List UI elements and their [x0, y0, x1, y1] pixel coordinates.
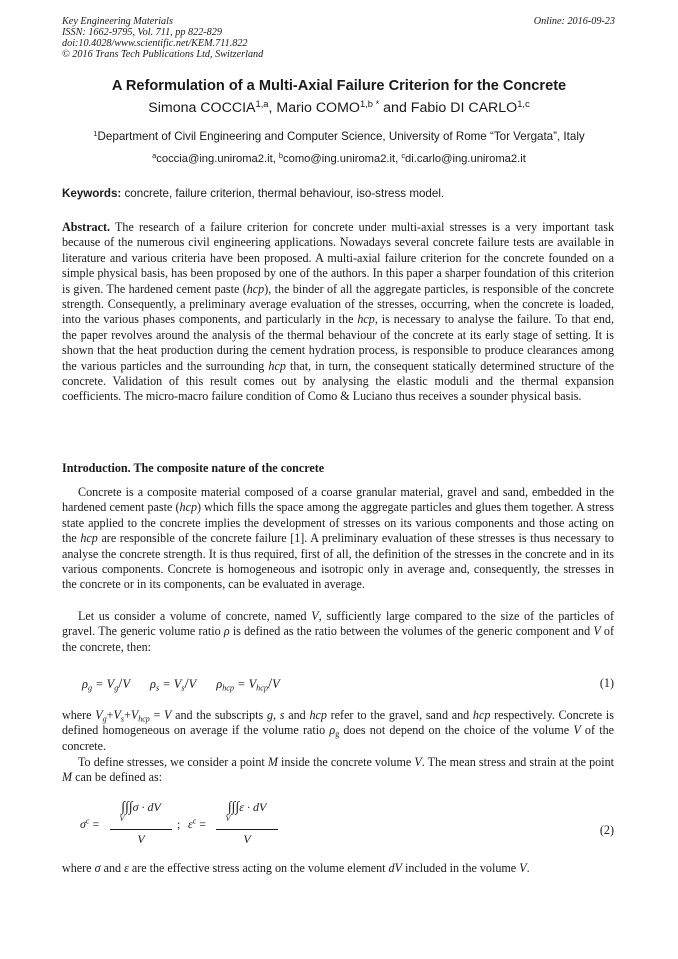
- eq-sup: c: [192, 816, 197, 826]
- text: inside the concrete volume: [277, 755, 415, 769]
- author-1: Simona COCCIA: [148, 100, 256, 116]
- email-a-sup: a: [152, 150, 157, 160]
- paragraph-2: [62, 609, 614, 655]
- text: are the effective stress acting on the volume element: [128, 861, 389, 875]
- eq-sym: V: [173, 677, 182, 691]
- abstract-text: , is necessary to analyse the failure. To that end, the paper revolves around the analysis of the thermal behaviour of the concrete at its early stage of setting. It is shown that the heat production during the cement hydration process, is responsible to produce clearances among the various particles and the surrounding: [62, 312, 615, 373]
- eq2-den-2: V: [243, 832, 251, 846]
- term: ε: [124, 861, 129, 875]
- term: M: [267, 755, 278, 769]
- text: included in the volume: [401, 861, 520, 875]
- eq-op: =: [234, 677, 249, 691]
- abstract-text: ), the binder of all the aggregate particles, is responsible of the concrete strength. Consequently, a preliminary average evaluation of the stresses, occurring, when the concrete is loaded, into the various phases components, and particularly in the: [62, 281, 614, 327]
- text: where: [62, 708, 96, 722]
- author-2: , Mario COMO: [268, 100, 360, 116]
- paragraph-5: [62, 861, 614, 876]
- eq-sym: ρ: [216, 677, 223, 691]
- text: respectively. Concrete is defined homogeneous on average if the volume ratio: [62, 708, 614, 738]
- keywords-text: concrete, failure criterion, thermal behaviour, iso-stress model.: [121, 187, 445, 200]
- term: ρ: [223, 624, 230, 639]
- integral-sign: ∫∫∫: [121, 800, 133, 815]
- issn: ISSN: 1662-9795, Vol. 711, pp 822-829: [62, 27, 222, 38]
- eq2-lhs-eps: [188, 817, 206, 832]
- term: V: [414, 755, 422, 769]
- text: ) which fills the space among the aggregate particles and glues them together. A stress state applied to the concrete implies the development of stresses on its various components and those acting on the: [62, 500, 615, 546]
- eq-sub: s: [181, 683, 185, 693]
- section-heading: Introduction. The composite nature of the concrete: [62, 461, 325, 475]
- eq-sym: V: [248, 677, 257, 691]
- fraction-bar: [110, 829, 172, 830]
- eq-sym: V: [113, 708, 121, 722]
- affiliation-text: Department of Civil Engineering and Computer Science, University of Rome “Tor Vergata”, Italy: [97, 130, 585, 143]
- eq-sym: · dV: [138, 800, 161, 814]
- doi: doi:10.4028/www.scientific.net/KEM.711.822: [62, 38, 248, 49]
- eq-sub: g: [102, 714, 107, 724]
- text: are responsible of the concrete failure [1]. A preliminary evaluation of these stresses is thus necessary to analyse the concrete strength. It is thus required, first of all, the definition of the stresses in the concrete and in its various components. Concrete is homogeneous and isotropic only in average and, consequently, the stresses in the concrete or in its components, can be evaluated in average.: [62, 531, 614, 592]
- equation-1: [82, 676, 280, 693]
- eq-sub: hcp: [256, 683, 268, 693]
- eq-sub: hcp: [222, 683, 235, 693]
- text: where: [62, 861, 95, 875]
- abstract-text: The research of a failure criterion for concrete under multi-axial stresses is a very important task because of the numerous civil engineering applications. Nowadays several concrete failure tests are available in literature and various criteria have been proposed. A multi-axial failure criterion for the concrete founded on a simple physical basis, has been proposed by one of the authors. In this paper a sharper foundation of this criterion is given. The hardened cement paste (: [62, 220, 614, 296]
- paper-title: A Reformulation of a Multi-Axial Failure Criterion for the Concrete: [111, 78, 567, 94]
- term: g: [266, 708, 274, 722]
- eq-sup: c: [85, 816, 90, 826]
- eq-sub: g: [335, 729, 340, 739]
- term: M: [62, 770, 73, 785]
- eq-op: =: [92, 677, 107, 691]
- eq-sym: V: [130, 708, 139, 722]
- eq-op: +: [106, 708, 114, 722]
- email-b-sup: b: [278, 150, 284, 160]
- author-2-sup: 1,b *: [359, 98, 380, 109]
- author-3: and Fabio DI CARLO: [379, 100, 518, 116]
- text: ,: [273, 708, 280, 722]
- eq-op: =: [159, 677, 174, 691]
- eq-op: /: [184, 676, 189, 692]
- eq-sub: g: [114, 683, 119, 693]
- eq-op: =: [89, 817, 100, 831]
- text: Concrete is a composite material composed of a coarse granular material, gravel and sand, embedded in the hardened cement paste (: [62, 485, 614, 515]
- eq-sub: hcp: [138, 714, 150, 724]
- text: of the concrete, then:: [62, 624, 614, 654]
- eq-op: /: [267, 676, 273, 692]
- eq2-lhs-sigma: [80, 817, 99, 832]
- abstract-label: Abstract.: [62, 220, 111, 234]
- integral-sign: ∫∫∫: [227, 800, 240, 815]
- text: and the subscripts: [171, 708, 267, 722]
- online-date: Online: 2016-09-23: [533, 16, 615, 27]
- abstract-term: hcp: [357, 312, 375, 327]
- eq2-sub-v1: V: [119, 814, 125, 823]
- eq-sym: V: [188, 677, 197, 691]
- abstract-term: hcp: [246, 281, 265, 296]
- text: does not depend on the choice of the volume: [339, 723, 574, 738]
- paragraph-1: [62, 485, 614, 593]
- eq-sym: ε: [188, 817, 193, 831]
- paragraph-3: [62, 708, 614, 754]
- text: , sufficiently large compared to the size of the particles of gravel. The generic volume ratio: [62, 609, 614, 639]
- eq-sym: ρ: [150, 677, 156, 691]
- eq-sym: V: [95, 708, 103, 722]
- eq2-sep: ;: [177, 817, 181, 831]
- email-b[interactable]: como@ing.uniroma2.it,: [283, 153, 402, 165]
- term: V: [593, 624, 601, 639]
- email-c-sup: c: [401, 150, 406, 160]
- text: can be defined as:: [72, 770, 163, 785]
- author-3-sup: 1,c: [517, 98, 530, 109]
- author-1-sup: 1,a: [255, 98, 269, 109]
- keywords-label: Keywords:: [62, 187, 122, 200]
- affiliation: [0, 130, 678, 143]
- eq-sub: g: [87, 683, 93, 693]
- term: dV: [388, 861, 402, 875]
- eq-op: =: [196, 817, 207, 831]
- copyright: © 2016 Trans Tech Publications Ltd, Switzerland: [62, 49, 264, 60]
- eq2-sub-v2: V: [225, 814, 231, 823]
- text: and: [284, 708, 310, 722]
- paragraph-4: [62, 755, 614, 786]
- term: σ: [94, 861, 101, 875]
- eq-sub: s: [120, 714, 124, 724]
- vsum-expr: [95, 708, 171, 722]
- text: To define stresses, we consider a point: [78, 755, 268, 769]
- eq-sym: σ: [80, 817, 86, 831]
- email-a[interactable]: coccia@ing.uniroma2.it,: [156, 153, 279, 165]
- eq-sym: · dV: [243, 800, 267, 814]
- affiliation-sup: 1: [93, 128, 98, 138]
- equation-2-number: (2): [599, 823, 614, 837]
- eq-sym: ε: [239, 800, 244, 814]
- text: is defined as the ratio between the volumes of the generic component and: [229, 624, 594, 639]
- text: of the concrete.: [62, 723, 614, 753]
- abstract-text: that, in turn, the consequent statically determined structure of the concrete. Validation of this result comes out by analysing the elastic moduli and the thermal expansion coefficients. The micro-macro failure condition of Como & Luciano thus receives a sounder physical basis.: [62, 358, 614, 404]
- term: V: [519, 861, 527, 875]
- eq2-den-1: V: [137, 832, 145, 846]
- eq-sym: V: [106, 677, 115, 691]
- email-list: [0, 150, 678, 165]
- author-list: [0, 100, 678, 116]
- text: and: [100, 861, 125, 875]
- journal-header: [62, 16, 263, 60]
- term: hcp: [179, 500, 197, 515]
- term: hcp: [472, 708, 491, 722]
- term: s: [279, 708, 285, 722]
- text: refer to the gravel, sand and: [326, 708, 473, 722]
- eq-sub: s: [155, 683, 160, 693]
- term: V: [573, 723, 581, 738]
- eq-op: /: [118, 676, 123, 692]
- keywords: [62, 187, 444, 200]
- eq-op: =: [149, 708, 165, 722]
- equation-2: [80, 800, 340, 850]
- eq-sym: ρ: [82, 677, 88, 691]
- fraction-bar: [216, 829, 278, 830]
- eq-sym: V: [272, 677, 280, 691]
- term: hcp: [309, 708, 327, 722]
- equation-1-number: (1): [599, 676, 614, 690]
- text: Let us consider a volume of concrete, named: [78, 609, 312, 623]
- text: .: [526, 861, 530, 875]
- abstract: [62, 220, 614, 405]
- term: ρ: [329, 723, 336, 738]
- term: V: [311, 609, 319, 623]
- eq-sym: V: [122, 677, 130, 691]
- eq-sym: V: [164, 708, 172, 722]
- eq-op: +: [123, 708, 131, 722]
- abstract-term: hcp: [268, 358, 286, 373]
- text: . The mean stress and strain at the point: [421, 755, 614, 769]
- eq-sym: σ: [132, 800, 139, 814]
- email-c[interactable]: di.carlo@ing.uniroma2.it: [405, 153, 526, 165]
- term: hcp: [80, 531, 98, 546]
- journal-name: Key Engineering Materials: [62, 16, 173, 27]
